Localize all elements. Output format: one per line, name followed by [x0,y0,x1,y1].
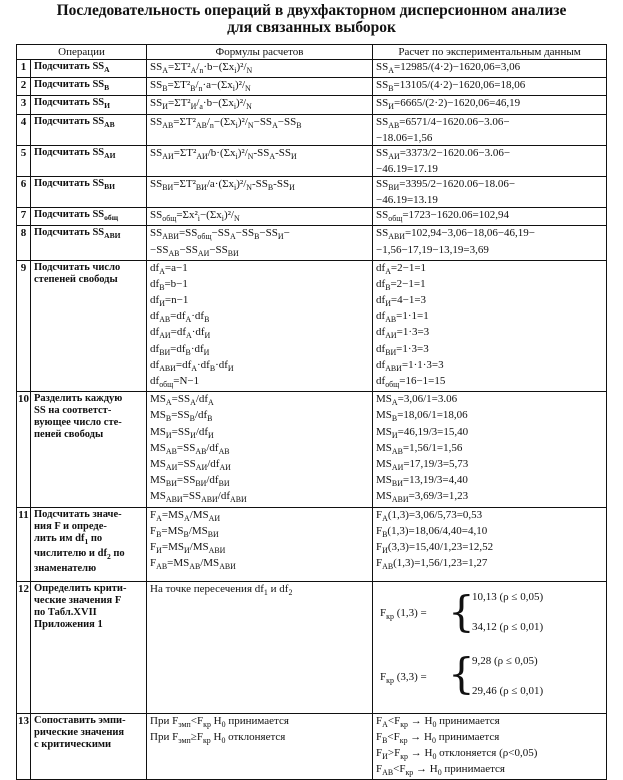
calc-cell-line: −1,56−17,19−13,19=3,69 [376,243,489,256]
brace-1: { [448,586,475,636]
formula-cell-line: $df_{ABИ}=df_A\cdot df_B\cdot df_И$ [150,358,234,373]
calc-cell-line: $F_И(3,3)=15,40/1,23=12,52$ [376,540,494,556]
calc-cell-line: $SS_{BИ}=3395/2-1620.06-18.06-$ [376,177,516,193]
calc-cell-line: $MS_{AИ}=17,19/3=5,73$ [376,457,469,473]
formula-cell-line: $F_B=MS_B/MS_{BИ}$ [150,524,219,539]
row-number: 1 [17,60,31,78]
calc-cell [373,713,607,780]
operation-cell-line: Подсчитать $SS_B$ [34,79,110,93]
calc-cell-line: $MS_{ABИ}=3,69/3=1,23$ [376,490,469,505]
operation-cell [31,145,147,176]
row-number: 4 [17,114,31,145]
row-number: 3 [17,96,31,114]
operation-cell-line: Подсчитать $SS_И$ [34,97,111,111]
table-row [17,78,607,96]
calc-cell-line: $df_B=2-1=1$ [376,277,426,293]
calc-cell [373,145,607,176]
calc-cell-line: $F_{AB}<F_{кр} \to H_0$ принимается [376,763,505,778]
formula-cell-line: $MS_И=SS_И/df_И$ [150,425,214,440]
formula-cell-line: $df_B=b-1$ [150,277,188,293]
calc-cell-line: $df_{ABИ}=1\cdot 1\cdot 3=3$ [376,358,444,373]
calc-cell-line: $SS_A=12985/(4\cdot 2)-1620,06=3,06$ [376,61,521,76]
operation-cell-line: рические значения [34,726,125,738]
operation-cell-line: Подсчитать $SS_{AИ}$ [34,146,116,160]
formula-cell-line: $SS_И=\Sigma T^2_И/_a\cdot b-(\Sigma x_i)^2/_N$ [150,97,252,112]
calc-cell [373,96,607,114]
operation-cell-line: по Табл.XVII [34,606,97,618]
formula-cell-line: $SS_{AИ}=\Sigma T^2_{AИ}/b\cdot(\Sigma x_i)^2/_N-SS_A-SS_И$ [150,146,297,161]
operation-cell-line: Подсчитать число [34,261,121,273]
calc-cell-line: $df_{BИ}=1\cdot 3=3$ [376,342,429,357]
table-row [17,226,607,260]
operation-cell [31,78,147,96]
critical-value-1b: 34,12 (ρ ≤ 0,01) [472,620,544,633]
calc-cell-line: −46.19=17.19 [376,162,438,175]
table-row [17,392,607,507]
operation-cell-line: SS на соответст- [34,405,112,417]
table-row [17,260,607,392]
operations-table [16,44,607,780]
formula-cell-line: $SS_A=\Sigma T^2_A/_n\cdot b-(\Sigma x_i)^2/_N$ [150,61,253,76]
calc-cell [373,114,607,145]
table-row [17,145,607,176]
formula-cell-line: $MS_{AИ}=SS_{AИ}/df_{AИ}$ [150,457,231,473]
formula-cell [147,226,373,260]
row-number: 12 [17,581,31,713]
calc-cell-line: $df_{AИ}=1\cdot 3=3$ [376,326,430,341]
table-row [17,60,607,78]
critical-value-1a: 10,13 (ρ ≤ 0,05) [472,590,544,603]
calc-cell-line: $MS_B=18,06/1=18,06$ [376,409,468,424]
formula-cell [147,392,373,507]
calc-cell [373,226,607,260]
operation-cell-line: Подсчитать $SS_{ABИ}$ [34,227,121,241]
operation-cell [31,226,147,260]
row-number: 9 [17,260,31,392]
formula-cell [147,114,373,145]
calc-cell-line: $SS_И=6665/(2\cdot 2)-1620,06=46,19$ [376,97,521,112]
calc-cell [373,260,607,392]
header-formulas: Формулы расчетов [147,45,373,60]
table-row [17,114,607,145]
critical-value-2a: 9,28 (ρ ≤ 0,05) [472,654,538,667]
formula-cell-line: $SS_{BИ}=\Sigma T^2_{BИ}/a\cdot(\Sigma x_i)^2/_N-SS_B-SS_И$ [150,177,295,193]
formula-cell-line: $F_И=MS_И/MS_{ABИ}$ [150,540,226,556]
calc-cell [373,78,607,96]
operation-cell [31,60,147,78]
row-number: 7 [17,208,31,226]
row-number: 2 [17,78,31,96]
operation-cell [31,114,147,145]
table-row [17,507,607,581]
formula-cell-line: $df_{AB}=df_A\cdot df_B$ [150,310,210,325]
calc-cell-line: $SS_{AИ}=3373/2-1620.06-3.06-$ [376,146,511,161]
calc-cell [373,176,607,207]
formula-cell [147,96,373,114]
calc-cell-line: $SS_{AB}=6571/4-1620.06-3.06-$ [376,115,510,130]
calc-cell-line: $SS_{ABИ}=102,94-3,06-18,06-46,19-$ [376,227,535,242]
header-calc: Расчет по экспериментальным данным [373,45,607,60]
operation-cell [31,713,147,780]
table-row [17,176,607,207]
row-number: 13 [17,713,31,780]
calc-cell-line: $df_A=2-1=1$ [376,261,427,276]
operation-cell [31,260,147,392]
operation-cell [31,176,147,207]
operation-cell-line: знаменателю [34,562,97,574]
page-title [0,2,623,36]
brace-2: { [448,648,475,698]
calc-cell-line: $MS_{AB}=1,56/1=1,56$ [376,441,463,456]
operation-cell-line: Подсчитать $SS_{BИ}$ [34,177,116,192]
calc-cell-line: $MS_A=3,06/1=3.06$ [376,393,458,408]
operation-cell-line: Разделить каждую [34,393,123,405]
calc-cell-line: $df_{AB}=1\cdot 1=1$ [376,310,429,325]
formula-cell [147,78,373,96]
operation-cell-line: лить им $df_1$ по [34,532,103,546]
formula-cell [147,145,373,176]
formula-cell-line: $MS_{BИ}=SS_{BИ}/df_{BИ}$ [150,474,230,489]
operation-cell [31,507,147,581]
row-number: 8 [17,226,31,260]
table-row [17,96,607,114]
formula-cell [147,507,373,581]
formula-cell-line: $df_{общ}=N-1$ [150,375,200,390]
row-number: 5 [17,145,31,176]
calc-cell-line: $MS_{BИ}=13,19/3=4,40$ [376,474,468,489]
formula-cell-line: $F_A=MS_A/MS_{AИ}$ [150,508,221,523]
operation-cell-line: ния F и опреде- [34,520,107,532]
operation-cell-line: Сопоставить эмпи- [34,714,126,726]
table-header-row [17,45,607,60]
formula-cell-line: $df_A=a-1$ [150,261,188,276]
formula-cell [147,208,373,226]
calc-cell-line: $F_И>F_{кр} \to H_0$ отклоняется (ρ<0,05) [376,746,538,762]
formula-cell-line: $SS_B=\Sigma T^2_B/_n\cdot a-(\Sigma x_i)^2/_N$ [150,79,251,94]
critical-values-cell [373,581,607,713]
formula-cell-line: $MS_A=SS_A/df_A$ [150,393,214,408]
calc-cell-line: $F_A<F_{кр} \to H_0$ принимается [376,714,500,729]
formula-cell [147,260,373,392]
formula-cell-line: $F_{AB}=MS_{AB}/MS_{ABИ}$ [150,557,236,572]
formula-cell-line: $SS_{общ}=\Sigma x^2_i-(\Sigma x_i)^2/_N$ [150,209,240,224]
calc-cell-line: $F_A(1,3)=3,06/5,73=0,53$ [376,508,483,523]
calc-cell-line: $F_B<F_{кр} \to H_0$ принимается [376,730,500,745]
formula-cell-line: $SS_{ABИ}=SS_{общ}-SS_A-SS_B-SS_И-$ [150,227,290,242]
operation-cell [31,96,147,114]
formula-cell-line: $df_И=n-1$ [150,294,189,309]
calc-cell-line: −46.19=13.19 [376,194,438,207]
calc-cell-line: $MS_И=46,19/3=15,40$ [376,425,469,440]
operation-cell [31,208,147,226]
table-row [17,581,607,713]
calc-cell [373,507,607,581]
formula-cell-line: $MS_{ABИ}=SS_{ABИ}/df_{ABИ}$ [150,490,247,505]
header-operations: Операции [17,45,147,60]
formula-cell [147,176,373,207]
row-number: 11 [17,507,31,581]
title-line-2: для связанных выборок [227,19,396,36]
calc-cell-line: −18.06=1,56 [376,131,433,144]
formula-cell-line: $MS_B=SS_B/df_B$ [150,409,213,424]
row-number: 6 [17,176,31,207]
operation-cell-line: Подсчитать значе- [34,508,122,520]
formula-cell-line: На точке пересечения $df_1$ и $df_2$ [150,582,293,597]
formula-cell-line: При $F_{эмп}\ge F_{кр}$ $H_0$ отклоняется [150,730,286,745]
operation-cell-line: Подсчитать $SS_A$ [34,61,110,75]
formula-cell [147,60,373,78]
table-row [17,713,607,780]
calc-cell-line: $df_И=4-1=3$ [376,294,427,309]
row-number: 10 [17,392,31,507]
calc-cell-line: $SS_B=13105/(4\cdot 2)-1620,06=18,06$ [376,79,526,94]
operation-cell-line: числителю и $df_2$ по [34,547,125,561]
operation-cell [31,392,147,507]
operation-cell [31,581,147,713]
critical-label-1: $F_{кр}$ (1,3) = [380,606,427,621]
formula-cell [147,713,373,780]
calc-cell-line: $SS_{общ}=1723-1620.06=102,94$ [376,209,509,224]
table-row [17,208,607,226]
operation-cell-line: Приложения 1 [34,618,103,630]
calc-cell-line: $df_{общ}=16-1=15$ [376,375,446,390]
operation-cell-line: Подсчитать $SS_{общ}$ [34,209,119,223]
critical-value-2b: 29,46 (ρ ≤ 0,01) [472,684,544,697]
operation-cell-line: Определить крити- [34,582,127,594]
calc-cell [373,392,607,507]
formula-cell-line: $MS_{AB}=SS_{AB}/df_{AB}$ [150,441,230,456]
operation-cell-line: с критическими [34,738,112,750]
operation-cell-line: вующее число сте- [34,417,122,429]
formula-cell-line: $df_{BИ}=df_B\cdot df_И$ [150,342,210,357]
formula-cell-line: $df_{AИ}=df_A\cdot df_И$ [150,326,211,341]
operation-cell-line: ческие значения F [34,594,122,606]
operation-cell-line: Подсчитать $SS_{AB}$ [34,115,115,129]
operation-cell-line: пеней свободы [34,429,104,441]
formula-cell-line: При $F_{эмп}<F_{кр}$ $H_0$ принимается [150,714,289,729]
calc-cell-line: $F_{AB}(1,3)=1,56/1,23=1,27$ [376,557,488,572]
calc-cell [373,60,607,78]
operation-cell-line: степеней свободы [34,273,118,285]
critical-label-2: $F_{кр}$ (3,3) = [380,670,427,685]
calc-cell [373,208,607,226]
formula-cell-line: $SS_{AB}=\Sigma T^2_{AB}/_n-(\Sigma x_i)^2/_N-SS_A-SS_B$ [150,115,302,130]
calc-cell-line: $F_B(1,3)=18,06/4,40=4,10$ [376,524,488,539]
formula-cell [147,581,373,713]
title-line-1: Последовательность операций в двухфакторном дисперсионном анализе [56,2,567,19]
formula-cell-line: $-SS_{AB}-SS_{AИ}-SS_{BИ}$ [150,243,239,258]
